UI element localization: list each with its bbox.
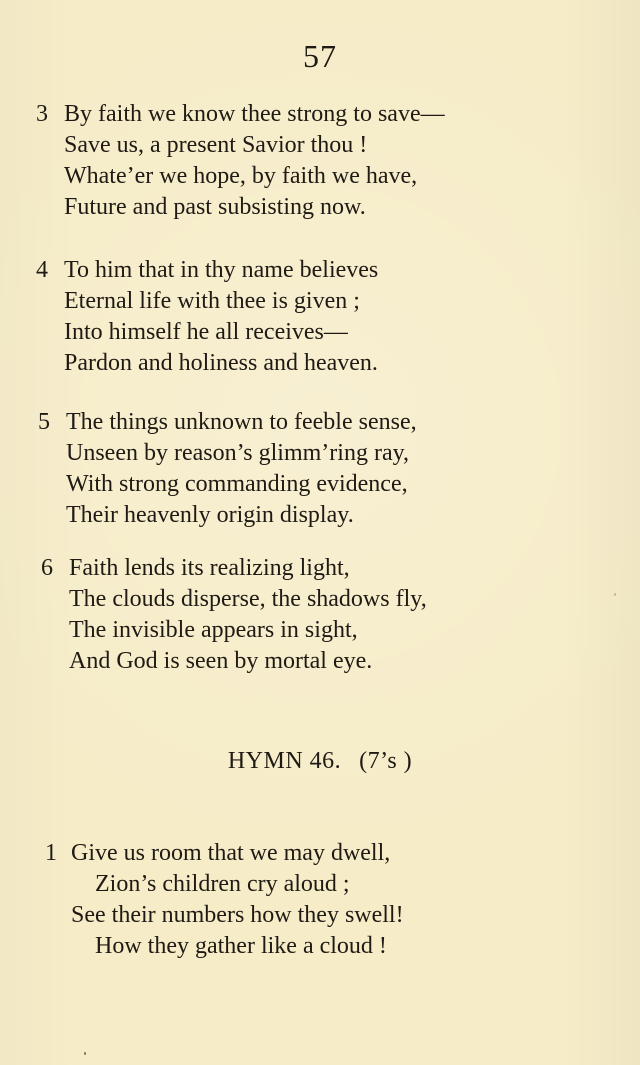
stanza-line-text: Give us room that we may dwell,: [71, 840, 391, 866]
stanza-line: [38, 438, 558, 469]
stanza-line-text: The clouds disperse, the shadows fly,: [69, 586, 427, 612]
hymn-title: [0, 748, 640, 775]
stanza-line-text: How they gather like a cloud !: [95, 933, 387, 959]
stanza-line-text: Faith lends its realizing light,: [69, 555, 350, 581]
stanza-line-text: The invisible appears in sight,: [69, 617, 358, 643]
stanza-number: 3: [36, 101, 48, 127]
stanza-line: [36, 192, 556, 223]
stanza-line-text: By faith we know thee strong to save—: [64, 101, 445, 127]
page-number: 57: [303, 38, 337, 74]
stanza-6: [41, 553, 561, 677]
stanza-line-text: Zion’s children cry aloud ;: [95, 871, 350, 897]
stanza-number: 1: [45, 840, 57, 866]
stanza-line-text: Future and past subsisting now.: [64, 194, 366, 220]
stanza-line-text: Pardon and holiness and heaven.: [64, 350, 378, 376]
stanza-line: [36, 99, 556, 130]
stanza-line-text: The things unknown to feeble sense,: [66, 409, 417, 435]
stanza-line: [36, 286, 556, 317]
hymn-number: HYMN 46.: [227, 748, 342, 774]
ink-speck: [614, 593, 616, 596]
stanza-line: [36, 317, 556, 348]
stanza-line-text: Their heavenly origin display.: [66, 502, 354, 528]
stanza-line: [41, 646, 561, 677]
stanza-line-text: Eternal life with thee is given ;: [64, 288, 360, 314]
stanza-line: [41, 615, 561, 646]
stanza-line: [38, 407, 558, 438]
stanza-line: [45, 900, 565, 931]
stanza-line: [36, 130, 556, 161]
stanza-line: [45, 869, 565, 900]
stanza-4: [36, 255, 556, 379]
stanza-5: [38, 407, 558, 531]
hymn-stanza-1: [45, 838, 565, 962]
stanza-line-text: With strong commanding evidence,: [66, 471, 408, 497]
stanza-line: [36, 255, 556, 286]
stanza-line: [36, 161, 556, 192]
stanza-line-text: To him that in thy name believes: [64, 257, 379, 283]
stanza-line: [38, 500, 558, 531]
stanza-3: [36, 99, 556, 223]
stanza-line: [41, 584, 561, 615]
stanza-line-text: See their numbers how they swell!: [71, 902, 404, 928]
stanza-line-text: Into himself he all receives—: [64, 319, 348, 345]
stanza-line: [38, 469, 558, 500]
stanza-number: 4: [36, 257, 48, 283]
stanza-line-text: Whate’er we hope, by faith we have,: [64, 163, 418, 189]
ink-speck: [84, 1052, 86, 1055]
stanza-number: 5: [38, 409, 50, 435]
hymn-meter: (7’s ): [359, 748, 413, 774]
stanza-line: [36, 348, 556, 379]
stanza-line: [41, 553, 561, 584]
stanza-number: 6: [41, 555, 53, 581]
stanza-line-text: Unseen by reason’s glimm’ring ray,: [66, 440, 410, 466]
stanza-line-text: And God is seen by mortal eye.: [69, 648, 373, 674]
stanza-line: [45, 931, 565, 962]
stanza-line-text: Save us, a present Savior thou !: [64, 132, 368, 158]
stanza-line: [45, 838, 565, 869]
